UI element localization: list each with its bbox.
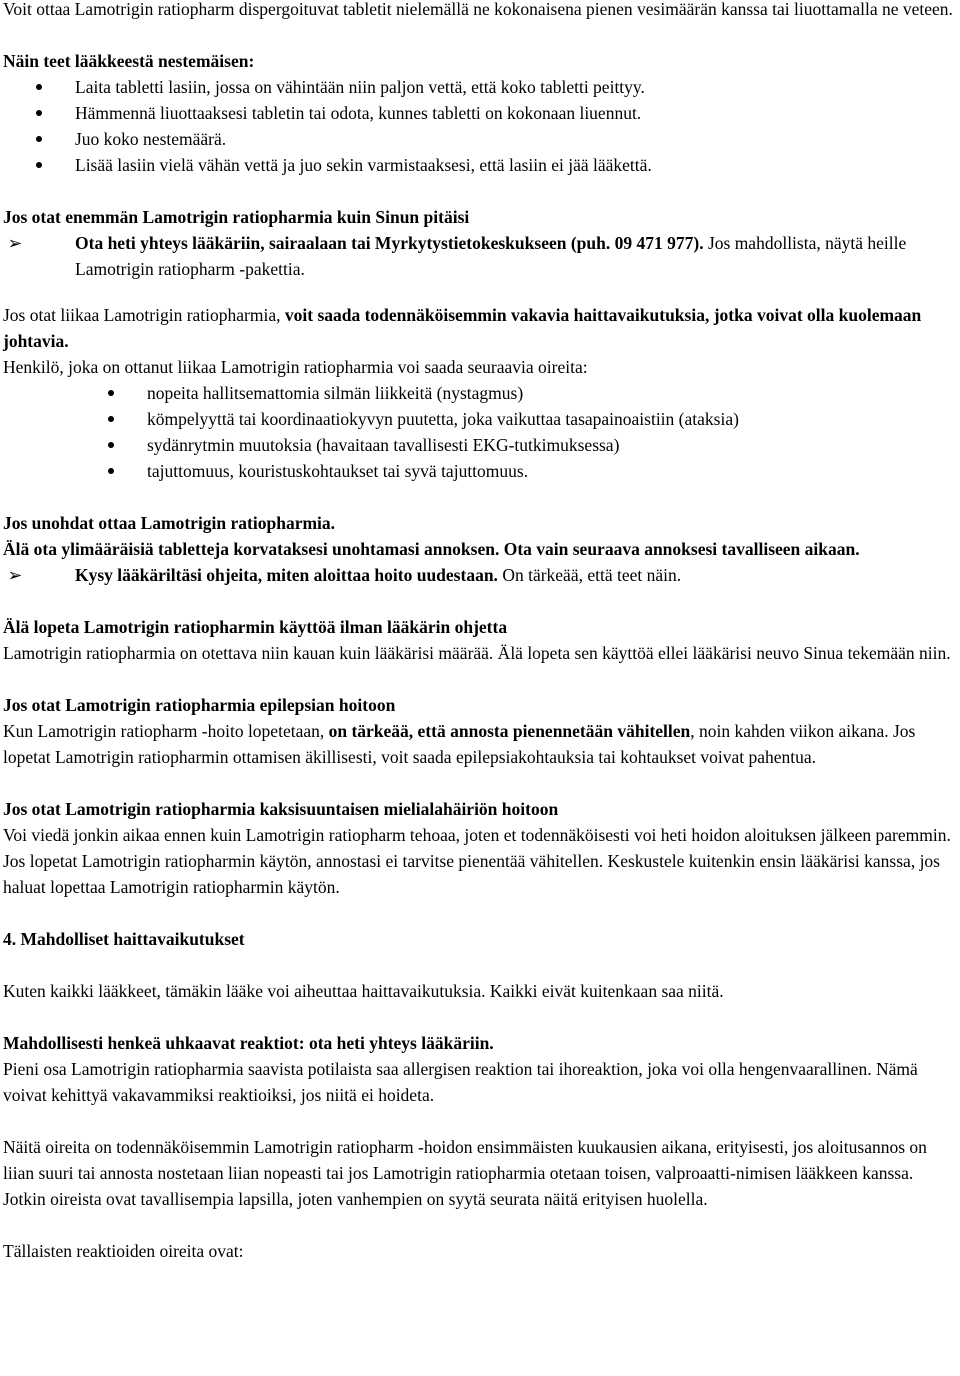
arrow-icon: ➢ <box>7 233 23 253</box>
overdose-symptoms-intro: Henkilö, joka on ottanut liikaa Lamotrigin ratiopharmia voi saada seuraavia oireita: <box>3 357 588 377</box>
epilepsy-heading: Jos otat Lamotrigin ratiopharmia epilepsian hoitoon <box>3 695 396 715</box>
list-item: Lisää lasiin vielä vähän vettä ja juo sekin varmistaaksesi, että lasiin ei jää lääkettä. <box>3 152 955 178</box>
overdose-action-bold: Ota heti yhteys lääkäriin, sairaalaan tai Myrkytystietokeskukseen (puh. 09 471 977). <box>75 233 704 253</box>
stop-heading: Älä lopeta Lamotrigin ratiopharmin käyttöä ilman lääkärin ohjetta <box>3 617 508 637</box>
reaction-symptoms-intro: Tällaisten reaktioiden oireita ovat: <box>3 1241 244 1261</box>
liquid-steps-list <box>3 74 955 178</box>
overdose-heading: Jos otat enemmän Lamotrigin ratiopharmia kuin Sinun pitäisi <box>3 207 470 227</box>
overdose-warning: Jos otat liikaa Lamotrigin ratiopharmia, voit saada todennäköisemmin vakavia haittavaikutuksia, jotka voivat olla kuolemaan johtavia. <box>3 305 922 351</box>
stop-text: Lamotrigin ratiopharmia on otettava niin kauan kuin lääkärisi määrää. Älä lopeta sen käyttöä ellei lääkärisi neuvo Sinua tekemään niin. <box>3 643 951 663</box>
serious-reactions-heading: Mahdollisesti henkeä uhkaavat reaktiot: ota heti yhteys lääkäriin. <box>3 1033 494 1053</box>
list-item: Laita tabletti lasiin, jossa on vähintään niin paljon vettä, että koko tabletti peittyy. <box>3 74 955 100</box>
list-item: Juo koko nestemäärä. <box>3 126 955 152</box>
overdose-symptoms-list <box>3 380 955 484</box>
bipolar-text: Voi viedä jonkin aikaa ennen kuin Lamotrigin ratiopharm tehoaa, joten et todennäköisesti voi heti hoidon aloituksen jälkeen paremmin. Jos lopetat Lamotrigin ratiopharmin käytön, annostasi ei tarvitse pienentää vähitellen. Keskustele kuitenkin ensin lääkärisi kanssa, jos haluat lopettaa Lamotrigin ratiopharmin käytön. <box>3 825 951 897</box>
overdose-action <box>3 230 955 282</box>
missed-text: Älä ota ylimääräisiä tabletteja korvataksesi unohtamasi annoksen. Ota vain seuraava annoksesi tavalliseen aikaan. <box>3 539 860 559</box>
list-item: nopeita hallitsemattomia silmän liikkeitä (nystagmus) <box>3 380 955 406</box>
liquid-heading: Näin teet lääkkeestä nestemäisen: <box>3 51 255 71</box>
missed-action-rest: On tärkeää, että teet näin. <box>497 565 682 585</box>
epilepsy-text: Kun Lamotrigin ratiopharm -hoito lopetetaan, on tärkeää, että annosta pienennetään vähitellen, noin kahden viikon aikana. Jos lopetat Lamotrigin ratiopharmin ottamisen äkillisesti, voit saada epilepsiakohtauksia tai kohtaukset voivat pahentua. <box>3 721 916 767</box>
list-item: sydänrytmin muutoksia (havaitaan tavallisesti EKG-tutkimuksessa) <box>3 432 955 458</box>
missed-heading: Jos unohdat ottaa Lamotrigin ratiopharmia. <box>3 513 336 533</box>
bipolar-heading: Jos otat Lamotrigin ratiopharmia kaksisuuntaisen mielialahäiriön hoitoon <box>3 799 559 819</box>
list-item: kömpelyyttä tai koordinaatiokyvyn puutetta, joka vaikuttaa tasapainoaistiin (ataksia) <box>3 406 955 432</box>
serious-reactions-text: Pieni osa Lamotrigin ratiopharmia saavista potilaista saa allergisen reaktion tai ihoreaktion, joka voi olla hengenvaarallinen. Nämä voivat kehittyä vakavammiksi reaktioiksi, jos niitä ei hoideta. <box>3 1059 918 1105</box>
side-effects-intro: Kuten kaikki lääkkeet, tämäkin lääke voi aiheuttaa haittavaikutuksia. Kaikki eivät kuitenkaan saa niitä. <box>3 981 724 1001</box>
list-item: Hämmennä liuottaaksesi tabletin tai odota, kunnes tabletti on kokonaan liuennut. <box>3 100 955 126</box>
intro-paragraph: Voit ottaa Lamotrigin ratiopharm dispergoituvat tabletit nielemällä ne kokonaisena pienen vesimäärän kanssa tai liuottamalla ne veteen. <box>3 0 953 19</box>
missed-action <box>3 562 955 588</box>
missed-action-bold: Kysy lääkäriltäsi ohjeita, miten aloittaa hoito uudestaan. <box>75 565 498 585</box>
document-page <box>3 0 955 1264</box>
arrow-icon: ➢ <box>7 565 23 585</box>
overdose-action-rest: Jos mahdollista, näytä heille Lamotrigin ratiopharm -pakettia. <box>75 233 907 279</box>
side-effects-heading: 4. Mahdolliset haittavaikutukset <box>3 929 245 949</box>
list-item: tajuttomuus, kouristuskohtaukset tai syvä tajuttomuus. <box>3 458 955 484</box>
timing-text: Näitä oireita on todennäköisemmin Lamotrigin ratiopharm -hoidon ensimmäisten kuukausien aikana, erityisesti, jos aloitusannos on liian suuri tai annosta nostetaan liian nopeasti tai jos Lamotrigin ratiopharmia otetaan toisen, valproaatti-nimisen lääkkeen kanssa. Jotkin oireista ovat tavallisempia lapsilla, joten vanhempien on syytä seurata näitä erityisen huolella. <box>3 1137 927 1209</box>
